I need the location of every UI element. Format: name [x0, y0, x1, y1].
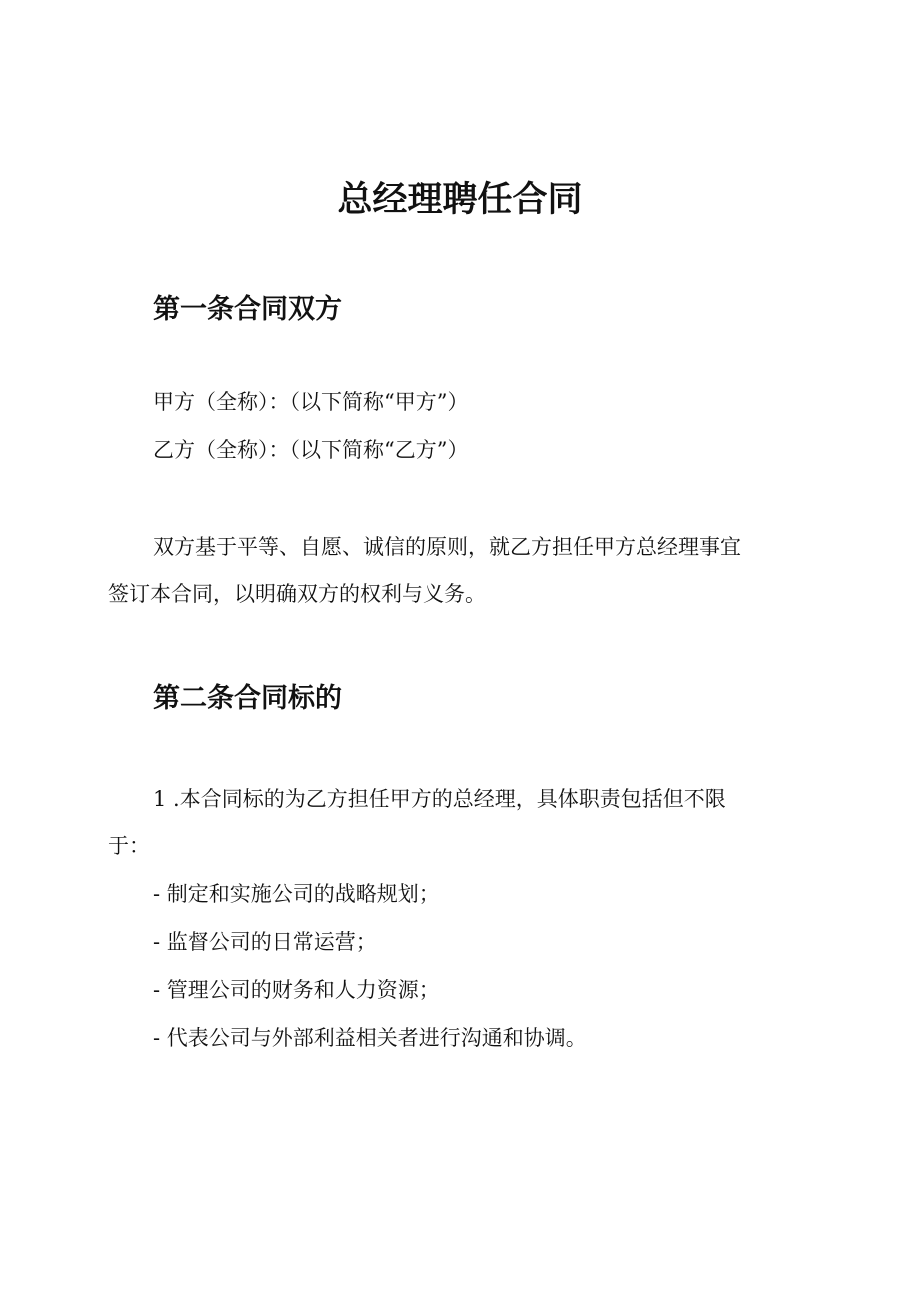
list-item: - 管理公司的财务和人力资源；	[153, 978, 440, 1002]
party-b-line: 乙方（全称）：（以下简称“乙方”）	[153, 438, 469, 462]
list-item: - 代表公司与外部利益相关者进行沟通和协调。	[153, 1026, 587, 1050]
list-item: - 制定和实施公司的战略规划；	[153, 882, 440, 906]
item-1-line-2: 于：	[108, 834, 150, 858]
party-a-line: 甲方（全称）：（以下简称“甲方”）	[153, 390, 469, 414]
section-2-heading: 第二条合同标的	[153, 683, 342, 714]
intro-paragraph-line-2: 签订本合同，以明确双方的权利与义务。	[108, 582, 486, 606]
section-1-heading: 第一条合同双方	[153, 294, 342, 325]
document-title: 总经理聘任合同	[337, 180, 583, 220]
intro-paragraph-line-1: 双方基于平等、自愿、诚信的原则，就乙方担任甲方总经理事宜	[153, 535, 741, 559]
list-item: - 监督公司的日常运营；	[153, 930, 377, 954]
item-1-line-1: 1 .本合同标的为乙方担任甲方的总经理，具体职责包括但不限	[153, 787, 726, 811]
